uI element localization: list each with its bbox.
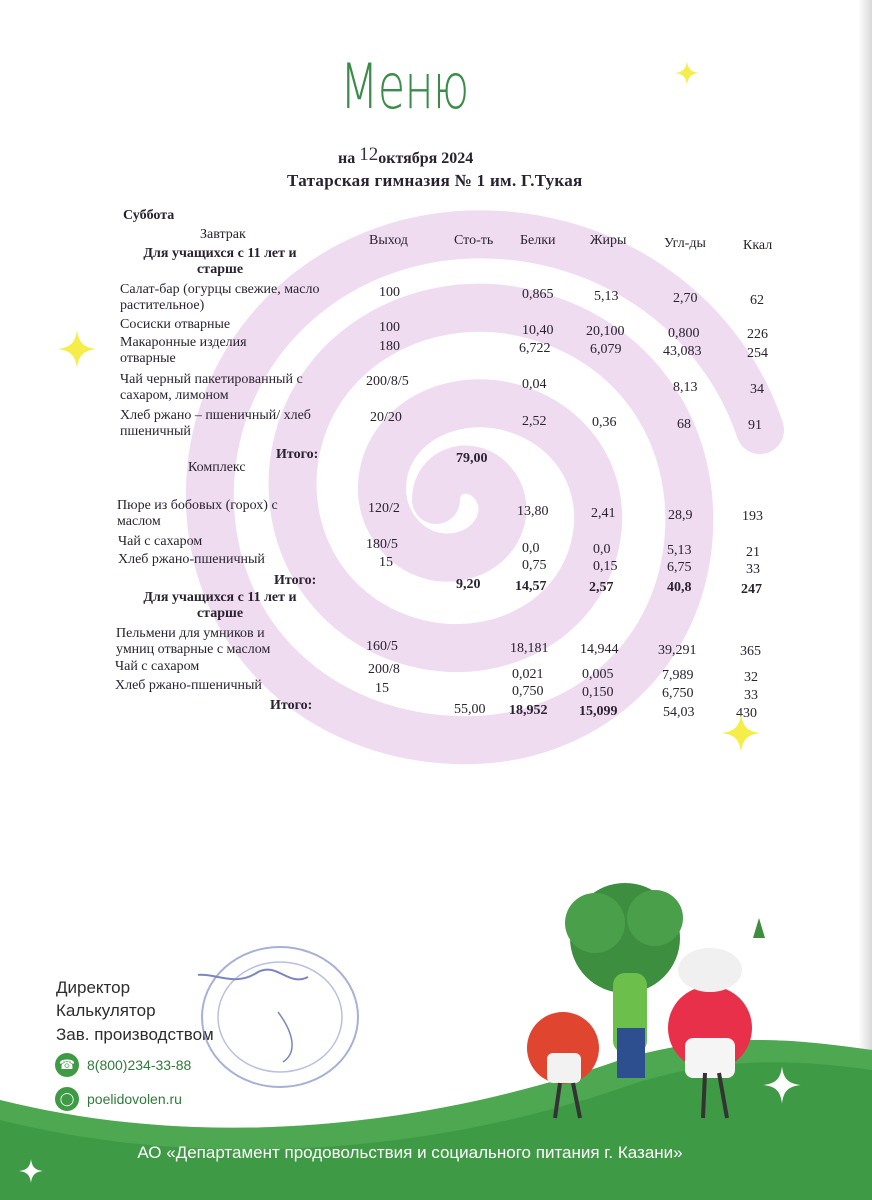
table-cell-protein: 0,75 bbox=[522, 558, 547, 573]
complex-total-fat: 2,57 bbox=[589, 580, 614, 595]
table-row-name: Хлеб ржано – пшеничный/ хлеб пшеничный bbox=[120, 408, 311, 439]
table-cell-kcal: 254 bbox=[747, 346, 768, 361]
director-label: Директор bbox=[56, 978, 131, 997]
group2-total-fat: 15,099 bbox=[579, 704, 618, 719]
col-header-output: Выход bbox=[369, 233, 408, 248]
table-cell-output: 160/5 bbox=[366, 639, 398, 654]
mascots-illustration bbox=[505, 878, 775, 1128]
table-cell-carbs: 8,13 bbox=[673, 380, 698, 395]
table-cell-kcal: 33 bbox=[744, 688, 758, 703]
table-cell-carbs: 43,083 bbox=[663, 344, 702, 359]
table-cell-fat: 0,005 bbox=[582, 667, 614, 682]
calculator-label: Калькулятор bbox=[56, 1001, 156, 1020]
official-stamp bbox=[198, 942, 363, 1092]
col-header-kcal: Ккал bbox=[743, 238, 773, 253]
col-header-cost: Сто-ть bbox=[454, 233, 494, 248]
table-row-name: Чай с сахаром bbox=[118, 534, 203, 549]
col-header-fat: Жиры bbox=[590, 233, 627, 248]
complex-total-protein: 14,57 bbox=[515, 579, 547, 594]
table-cell-kcal: 91 bbox=[748, 418, 762, 433]
complex-total-carbs: 40,8 bbox=[667, 580, 692, 595]
table-row-name: Пюре из бобовых (горох) с маслом bbox=[117, 498, 278, 529]
table-cell-fat: 0,150 bbox=[582, 685, 614, 700]
table-cell-kcal: 33 bbox=[746, 562, 760, 577]
globe-icon: ◯ bbox=[55, 1087, 79, 1111]
table-cell-output: 100 bbox=[379, 285, 400, 300]
table-cell-carbs: 2,70 bbox=[673, 291, 698, 306]
sparkle-icon bbox=[56, 328, 98, 370]
group1-title: Для учащихся с 11 лет и старше bbox=[143, 246, 297, 277]
table-cell-carbs: 39,291 bbox=[658, 643, 697, 658]
table-cell-protein: 0,04 bbox=[522, 377, 547, 392]
table-cell-protein: 6,722 bbox=[519, 341, 551, 356]
day-label: Суббота bbox=[123, 208, 175, 223]
table-cell-protein: 0,865 bbox=[522, 287, 554, 302]
production-head-label: Зав. производством bbox=[56, 1025, 214, 1044]
group2-total-cost: 55,00 bbox=[454, 702, 486, 717]
table-cell-carbs: 6,75 bbox=[667, 560, 692, 575]
date-day: 12 bbox=[359, 144, 379, 165]
group2-total-label: Итого: bbox=[270, 698, 313, 713]
table-cell-output: 20/20 bbox=[370, 410, 402, 425]
sparkle-icon bbox=[674, 60, 700, 86]
table-cell-kcal: 32 bbox=[744, 670, 758, 685]
table-cell-fat: 2,41 bbox=[591, 506, 616, 521]
table-cell-kcal: 34 bbox=[750, 382, 764, 397]
date-prefix: на bbox=[338, 150, 356, 167]
table-cell-protein: 0,0 bbox=[522, 541, 540, 556]
table-row-name: Чай черный пакетированный с сахаром, лимоном bbox=[120, 372, 303, 403]
table-cell-output: 200/8/5 bbox=[366, 374, 409, 389]
phone-contact[interactable] bbox=[55, 1053, 191, 1077]
website-contact[interactable] bbox=[55, 1087, 182, 1111]
table-cell-fat: 6,079 bbox=[590, 342, 622, 357]
table-cell-protein: 2,52 bbox=[522, 414, 547, 429]
table-cell-output: 180/5 bbox=[366, 537, 398, 552]
table-cell-kcal: 365 bbox=[740, 644, 761, 659]
group1-total-cost: 79,00 bbox=[456, 451, 488, 466]
table-cell-output: 100 bbox=[379, 320, 400, 335]
date-month-year: октября 2024 bbox=[378, 150, 474, 167]
complex-title: Комплекс bbox=[188, 460, 246, 475]
table-cell-carbs: 7,989 bbox=[662, 668, 694, 683]
sparkle-icon bbox=[720, 712, 762, 754]
table-cell-fat: 0,0 bbox=[593, 542, 611, 557]
table-cell-kcal: 62 bbox=[750, 293, 764, 308]
table-cell-fat: 0,36 bbox=[592, 415, 617, 430]
col-header-carbs: Угл-ды bbox=[664, 236, 706, 251]
table-cell-output: 120/2 bbox=[368, 501, 400, 516]
table-cell-protein: 18,181 bbox=[510, 641, 549, 656]
table-row-name: Сосиски отварные bbox=[120, 317, 231, 332]
menu-date bbox=[338, 144, 474, 169]
group2-total-carbs: 54,03 bbox=[663, 705, 695, 720]
table-cell-fat: 14,944 bbox=[580, 642, 619, 657]
table-cell-output: 200/8 bbox=[368, 662, 400, 677]
table-cell-carbs: 6,750 bbox=[662, 686, 694, 701]
table-cell-kcal: 21 bbox=[746, 545, 760, 560]
table-row-name: Чай с сахаром bbox=[115, 659, 200, 674]
table-cell-protein: 13,80 bbox=[517, 504, 549, 519]
complex-total-kcal: 247 bbox=[741, 582, 762, 597]
table-row-name: Пельмени для умников и умниц отварные с маслом bbox=[116, 626, 271, 657]
table-cell-kcal: 226 bbox=[747, 327, 768, 342]
table-cell-protein: 0,021 bbox=[512, 667, 544, 682]
website-link: poelidovolen.ru bbox=[87, 1091, 182, 1107]
table-cell-fat: 20,100 bbox=[586, 324, 625, 339]
table-cell-carbs: 68 bbox=[677, 417, 691, 432]
table-row-name: Хлеб ржано-пшеничный bbox=[118, 552, 265, 567]
menu-title: Меню bbox=[340, 50, 469, 123]
footer-organization: АО «Департамент продовольствия и социального питания г. Казани» bbox=[137, 1143, 683, 1162]
group2-total-kcal: 430 bbox=[736, 706, 757, 721]
phone-number: 8(800)234-33-88 bbox=[87, 1057, 192, 1073]
table-cell-carbs: 5,13 bbox=[667, 543, 692, 558]
col-header-protein: Белки bbox=[520, 233, 556, 248]
phone-icon: ☎ bbox=[55, 1053, 79, 1077]
complex-total-label: Итого: bbox=[274, 573, 317, 588]
meal-label: Завтрак bbox=[200, 227, 246, 242]
table-row-name: Хлеб ржано-пшеничный bbox=[115, 678, 262, 693]
table-cell-fat: 0,15 bbox=[593, 559, 618, 574]
group2-total-protein: 18,952 bbox=[509, 703, 548, 718]
table-cell-fat: 5,13 bbox=[594, 289, 619, 304]
group1-total-label: Итого: bbox=[276, 447, 319, 462]
school-name: Татарская гимназия № 1 им. Г.Тукая bbox=[287, 171, 583, 190]
table-row-name: Салат-бар (огурцы свежие, масло растительное) bbox=[120, 282, 320, 313]
table-cell-output: 15 bbox=[379, 555, 393, 570]
table-row-name: Макаронные изделия отварные bbox=[120, 335, 247, 366]
table-cell-carbs: 0,800 bbox=[668, 326, 700, 341]
group2-title: Для учащихся с 11 лет и старше bbox=[143, 590, 297, 621]
table-cell-output: 180 bbox=[379, 339, 400, 354]
table-cell-protein: 0,750 bbox=[512, 684, 544, 699]
table-cell-protein: 10,40 bbox=[522, 323, 554, 338]
complex-total-cost: 9,20 bbox=[456, 577, 481, 592]
sparkle-icon bbox=[762, 1065, 802, 1105]
table-cell-output: 15 bbox=[375, 681, 389, 696]
table-cell-carbs: 28,9 bbox=[668, 508, 693, 523]
table-cell-kcal: 193 bbox=[742, 509, 763, 524]
